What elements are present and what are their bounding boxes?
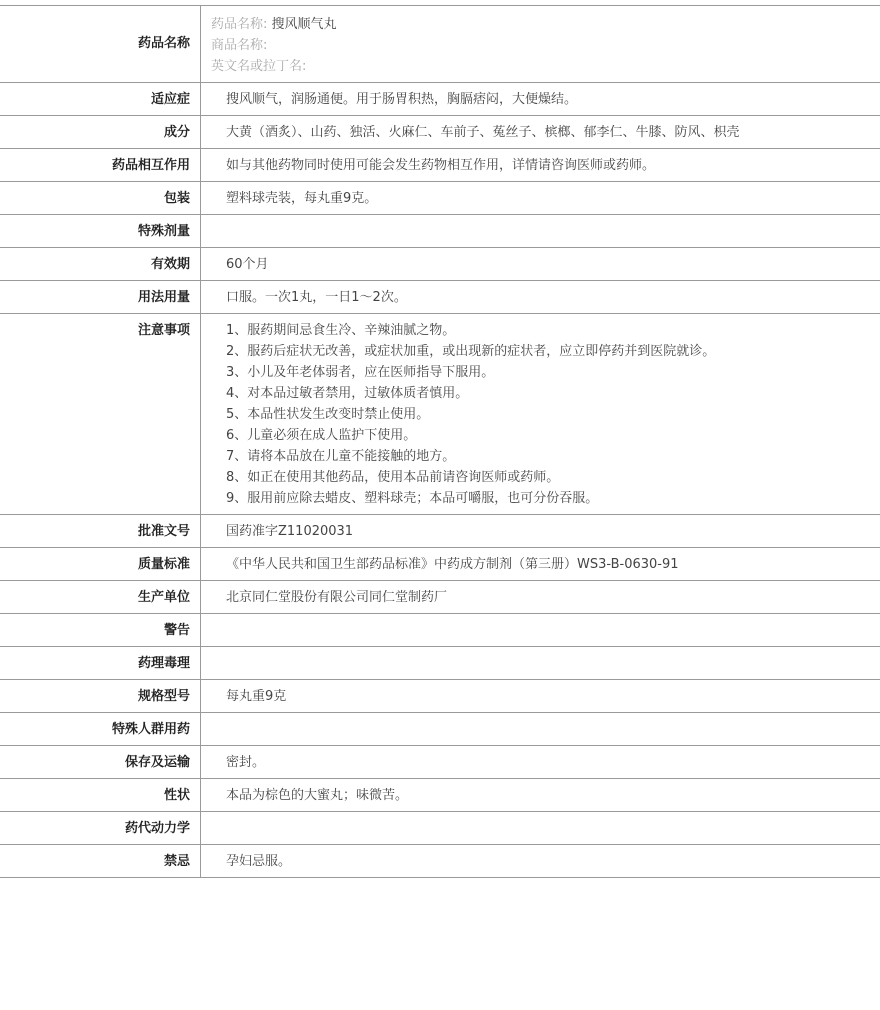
row-storage — [0, 746, 880, 779]
row-label: 特殊人群用药 — [0, 713, 201, 746]
row-label: 禁忌 — [0, 845, 201, 878]
precaution-item: 5、本品性状发生改变时禁止使用。 — [226, 407, 430, 422]
row-label: 成分 — [0, 116, 201, 149]
row-label: 用法用量 — [0, 281, 201, 314]
generic-name-label: 药品名称: — [211, 17, 268, 32]
row-dosage — [0, 281, 880, 314]
row-drug-name — [0, 6, 880, 83]
drug-spec-table — [0, 5, 880, 878]
trade-name-line — [211, 35, 870, 56]
row-value: 孕妇忌服。 — [201, 845, 880, 878]
row-label: 质量标准 — [0, 548, 201, 581]
row-value: 塑料球壳装，每丸重9克。 — [201, 182, 880, 215]
row-packaging — [0, 182, 880, 215]
row-value: 密封。 — [201, 746, 880, 779]
row-label: 规格型号 — [0, 680, 201, 713]
row-precautions — [0, 314, 880, 515]
row-value — [201, 713, 880, 746]
precaution-item: 2、服药后症状无改善，或症状加重，或出现新的症状者，应立即停药并到医院就诊。 — [226, 344, 716, 359]
english-name-line — [211, 56, 870, 77]
row-value: 口服。一次1丸，一日1～2次。 — [201, 281, 880, 314]
row-ingredients — [0, 116, 880, 149]
row-label: 有效期 — [0, 248, 201, 281]
row-value: 搜风顺气，润肠通便。用于肠胃积热，胸膈痞闷，大便燥结。 — [201, 83, 880, 116]
precautions-list — [201, 314, 880, 515]
row-quality-standard — [0, 548, 880, 581]
row-value — [201, 215, 880, 248]
row-specification — [0, 680, 880, 713]
row-special-dosage — [0, 215, 880, 248]
row-label: 性状 — [0, 779, 201, 812]
row-value — [201, 647, 880, 680]
row-label: 包装 — [0, 182, 201, 215]
trade-name-label: 商品名称: — [211, 38, 268, 53]
row-value: 如与其他药物同时使用可能会发生药物相互作用，详情请咨询医师或药师。 — [201, 149, 880, 182]
row-label: 生产单位 — [0, 581, 201, 614]
name-values — [201, 6, 880, 83]
row-label: 药品名称 — [0, 6, 201, 83]
row-pharmacology — [0, 647, 880, 680]
row-indications — [0, 83, 880, 116]
row-label: 药代动力学 — [0, 812, 201, 845]
row-value: 《中华人民共和国卫生部药品标准》中药成方制剂（第三册）WS3-B-0630-91 — [201, 548, 880, 581]
generic-name-value: 搜风顺气丸 — [271, 17, 337, 32]
row-label: 批准文号 — [0, 515, 201, 548]
row-value: 大黄（酒炙）、山药、独活、火麻仁、车前子、菟丝子、槟榔、郁李仁、牛膝、防风、枳壳 — [201, 116, 880, 149]
row-special-populations — [0, 713, 880, 746]
row-label: 特殊剂量 — [0, 215, 201, 248]
drug-spec-sheet — [0, 5, 880, 878]
precaution-item: 7、请将本品放在儿童不能接触的地方。 — [226, 449, 456, 464]
row-label: 注意事项 — [0, 314, 201, 515]
precaution-item: 4、对本品过敏者禁用，过敏体质者慎用。 — [226, 386, 469, 401]
precaution-item: 1、服药期间忌食生冷、辛辣油腻之物。 — [226, 323, 456, 338]
row-value: 每丸重9克 — [201, 680, 880, 713]
row-label: 药理毒理 — [0, 647, 201, 680]
precaution-item: 8、如正在使用其他药品，使用本品前请咨询医师或药师。 — [226, 470, 560, 485]
row-expiry — [0, 248, 880, 281]
row-label: 保存及运输 — [0, 746, 201, 779]
row-interactions — [0, 149, 880, 182]
row-value — [201, 614, 880, 647]
generic-name-line — [211, 14, 870, 35]
row-warning — [0, 614, 880, 647]
row-description — [0, 779, 880, 812]
row-pharmacokinetics — [0, 812, 880, 845]
row-value: 国药准字Z11020031 — [201, 515, 880, 548]
precaution-item: 9、服用前应除去蜡皮、塑料球壳；本品可嚼服，也可分份吞服。 — [226, 491, 599, 506]
row-approval-number — [0, 515, 880, 548]
row-manufacturer — [0, 581, 880, 614]
row-label: 适应症 — [0, 83, 201, 116]
precaution-item: 3、小儿及年老体弱者，应在医师指导下服用。 — [226, 365, 495, 380]
row-value: 60个月 — [201, 248, 880, 281]
row-value: 本品为棕色的大蜜丸；味微苦。 — [201, 779, 880, 812]
precaution-item: 6、儿童必须在成人监护下使用。 — [226, 428, 417, 443]
row-contraindications — [0, 845, 880, 878]
row-value — [201, 812, 880, 845]
english-name-label: 英文名或拉丁名: — [211, 59, 307, 74]
row-label: 药品相互作用 — [0, 149, 201, 182]
row-value: 北京同仁堂股份有限公司同仁堂制药厂 — [201, 581, 880, 614]
row-label: 警告 — [0, 614, 201, 647]
